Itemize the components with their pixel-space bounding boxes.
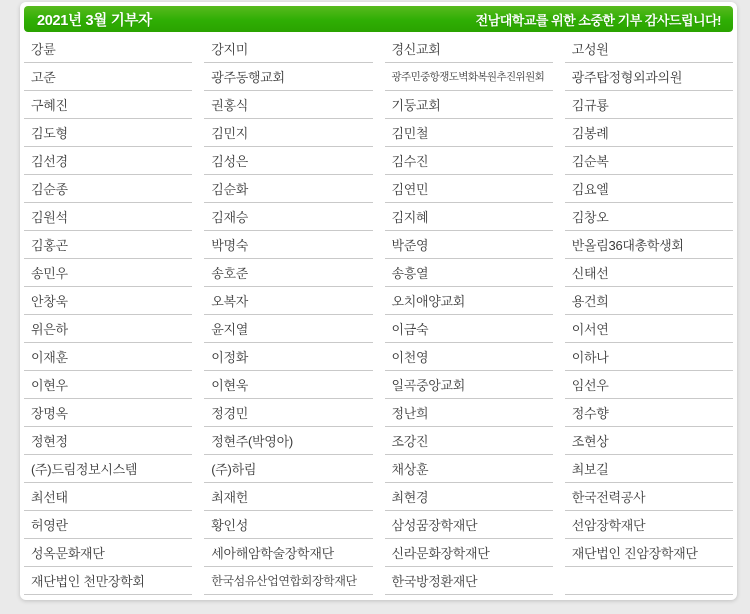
donor-cell: 김재승	[204, 203, 372, 231]
donor-row	[24, 567, 733, 595]
donor-cell: 이하나	[565, 343, 733, 371]
donor-cell: 김민철	[385, 119, 553, 147]
header-bar	[24, 6, 733, 32]
donor-cell: 박명숙	[204, 231, 372, 259]
donor-row	[24, 119, 733, 147]
donor-row	[24, 231, 733, 259]
donor-cell: 김선경	[24, 147, 192, 175]
donor-cell: 정경민	[204, 399, 372, 427]
donor-cell: 장명옥	[24, 399, 192, 427]
donor-cell: 김지혜	[385, 203, 553, 231]
donor-cell: 채상훈	[385, 455, 553, 483]
donor-cell: 정수향	[565, 399, 733, 427]
donor-cell: (주)드림정보시스템	[24, 455, 192, 483]
donor-cell: 허영란	[24, 511, 192, 539]
donor-cell: 김도형	[24, 119, 192, 147]
donor-cell: 김규룡	[565, 91, 733, 119]
donor-row	[24, 511, 733, 539]
donor-cell: 위은하	[24, 315, 192, 343]
donor-cell: 광주동행교회	[204, 63, 372, 91]
donor-cell	[565, 567, 733, 595]
donor-row	[24, 455, 733, 483]
donor-cell: 박준영	[385, 231, 553, 259]
donor-cell: 김봉례	[565, 119, 733, 147]
donor-cell: 송민우	[24, 259, 192, 287]
donor-cell: 정난희	[385, 399, 553, 427]
donor-row	[24, 371, 733, 399]
donor-cell: 임선우	[565, 371, 733, 399]
donor-cell: 최선태	[24, 483, 192, 511]
donor-cell: 최현경	[385, 483, 553, 511]
donor-cell: 조현상	[565, 427, 733, 455]
donor-cell: 김순화	[204, 175, 372, 203]
thank-you-message: 전남대학교를 위한 소중한 기부 감사드립니다!	[475, 12, 721, 28]
donor-cell: 신태선	[565, 259, 733, 287]
donor-row	[24, 539, 733, 567]
donor-cell: 세아해암학술장학재단	[204, 539, 372, 567]
donor-cell: 삼성꿈장학재단	[385, 511, 553, 539]
donor-row	[24, 259, 733, 287]
page-title: 2021년 3월 기부자	[37, 12, 152, 29]
donor-row	[24, 483, 733, 511]
donor-cell: 이정화	[204, 343, 372, 371]
donor-cell: 반올림36대총학생회	[565, 231, 733, 259]
donor-row	[24, 175, 733, 203]
donor-cell: 경신교회	[385, 35, 553, 63]
donor-cell: 이금숙	[385, 315, 553, 343]
donor-cell: 광주탑정형외과의원	[565, 63, 733, 91]
donor-cell: 송호준	[204, 259, 372, 287]
donor-cell: 강륜	[24, 35, 192, 63]
donor-cell: 이재훈	[24, 343, 192, 371]
donor-cell: 윤지열	[204, 315, 372, 343]
donor-cell: 김순복	[565, 147, 733, 175]
donor-cell: 송흥열	[385, 259, 553, 287]
donor-row	[24, 91, 733, 119]
donor-cell: 한국방정환재단	[385, 567, 553, 595]
donor-table	[24, 35, 733, 595]
donor-cell: 성옥문화재단	[24, 539, 192, 567]
donor-cell: 안창욱	[24, 287, 192, 315]
donor-cell: 김수진	[385, 147, 553, 175]
donor-cell: 김민지	[204, 119, 372, 147]
donor-cell: 조강진	[385, 427, 553, 455]
donor-row	[24, 399, 733, 427]
donor-cell: 일곡중앙교회	[385, 371, 553, 399]
donor-row	[24, 203, 733, 231]
donor-cell: 이천영	[385, 343, 553, 371]
donor-cell: 김순종	[24, 175, 192, 203]
donor-cell: 최보길	[565, 455, 733, 483]
donor-cell: 정현정	[24, 427, 192, 455]
donor-cell: (주)하림	[204, 455, 372, 483]
donor-cell: 권홍식	[204, 91, 372, 119]
donor-row	[24, 343, 733, 371]
donor-row	[24, 147, 733, 175]
donor-cell: 한국전력공사	[565, 483, 733, 511]
donor-cell: 구혜진	[24, 91, 192, 119]
donor-cell: 광주민중항쟁도벽화복원추진위원회	[385, 63, 553, 91]
donor-cell: 이서연	[565, 315, 733, 343]
donor-cell: 선암장학재단	[565, 511, 733, 539]
donor-cell: 오복자	[204, 287, 372, 315]
donor-cell: 김원석	[24, 203, 192, 231]
donor-cell: 기둥교회	[385, 91, 553, 119]
donor-cell: 고성원	[565, 35, 733, 63]
donor-cell: 김연민	[385, 175, 553, 203]
donor-cell: 정현주(박영아)	[204, 427, 372, 455]
donor-row	[24, 63, 733, 91]
donor-cell: 강지미	[204, 35, 372, 63]
donor-row	[24, 315, 733, 343]
donor-cell: 김홍곤	[24, 231, 192, 259]
donor-row	[24, 35, 733, 63]
donor-cell: 신라문화장학재단	[385, 539, 553, 567]
donor-cell: 이현우	[24, 371, 192, 399]
donor-cell: 김요엘	[565, 175, 733, 203]
donor-cell: 한국섬유산업연합회장학재단	[204, 567, 372, 595]
donor-cell: 최재헌	[204, 483, 372, 511]
donor-cell: 용건희	[565, 287, 733, 315]
donor-row	[24, 287, 733, 315]
donor-cell: 재단법인 천만장학회	[24, 567, 192, 595]
donor-cell: 김성은	[204, 147, 372, 175]
donor-cell: 황인성	[204, 511, 372, 539]
donor-cell: 김창오	[565, 203, 733, 231]
donor-cell: 재단법인 진암장학재단	[565, 539, 733, 567]
donor-cell: 고준	[24, 63, 192, 91]
donor-row	[24, 427, 733, 455]
donor-list-card	[20, 2, 737, 600]
donor-cell: 이현욱	[204, 371, 372, 399]
donor-cell: 오치애양교회	[385, 287, 553, 315]
